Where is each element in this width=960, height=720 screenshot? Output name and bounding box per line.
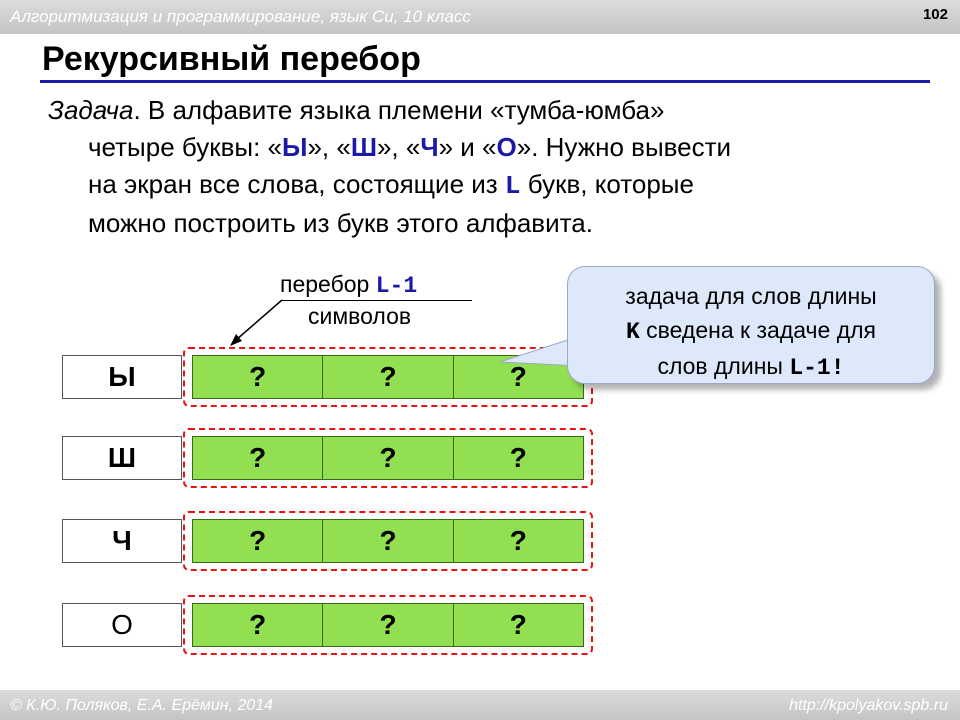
unknown-cell: ? [509, 442, 527, 473]
task-lead: Задача [48, 95, 134, 125]
callout-line-3: слов длины L-1! [657, 353, 845, 381]
footer-authors: © К.Ю. Поляков, Е.А. Ерёмин, 2014 [10, 697, 274, 714]
task-line-4: можно построить из букв этого алфавита. [88, 208, 593, 238]
unknown-cell: ? [323, 604, 453, 646]
callout-line-1: задача для слов длины [625, 283, 877, 309]
unknown-cell: ? [193, 437, 323, 479]
unknown-cell: ? [193, 604, 323, 646]
unknown-cell: ? [323, 520, 453, 562]
first-letter-cell: Ы [62, 355, 182, 399]
slide-footer [0, 690, 960, 720]
footer-url: http://kpolyakov.spb.ru [789, 697, 948, 714]
unknown-cell: ? [323, 356, 453, 398]
course-title: Алгоритмизация и программирование, язык Си, 10 класс [10, 7, 471, 26]
callout-bubble [567, 266, 935, 384]
slide-number: 102 [922, 6, 948, 23]
callout-line-2: K сведена к задаче для [625, 317, 876, 345]
unknown-cell: ? [323, 437, 453, 479]
unknown-cell: ? [509, 525, 527, 556]
unknown-cell: ? [193, 520, 323, 562]
task-line-3: на экран все слова, состоящие из L букв, которые [88, 169, 694, 201]
first-letter-cell: Ч [62, 519, 182, 563]
unknown-cell: ? [509, 361, 527, 392]
task-line-2: четыре буквы: «Ы», «Ш», «Ч» и «О». Нужно вывести [88, 132, 732, 162]
unknown-cell: ? [509, 609, 527, 640]
first-letter-cell: Ш [62, 436, 182, 480]
first-letter-cell: О [62, 603, 182, 647]
unknown-cell: ? [193, 356, 323, 398]
annotation-label-2: символов [308, 303, 412, 329]
annotation-label: перебор L-1 [280, 271, 418, 299]
slide-title: Рекурсивный перебор [42, 40, 421, 78]
task-line-1: Задача. В алфавите языка племени «тумба-юмба» [48, 95, 665, 125]
